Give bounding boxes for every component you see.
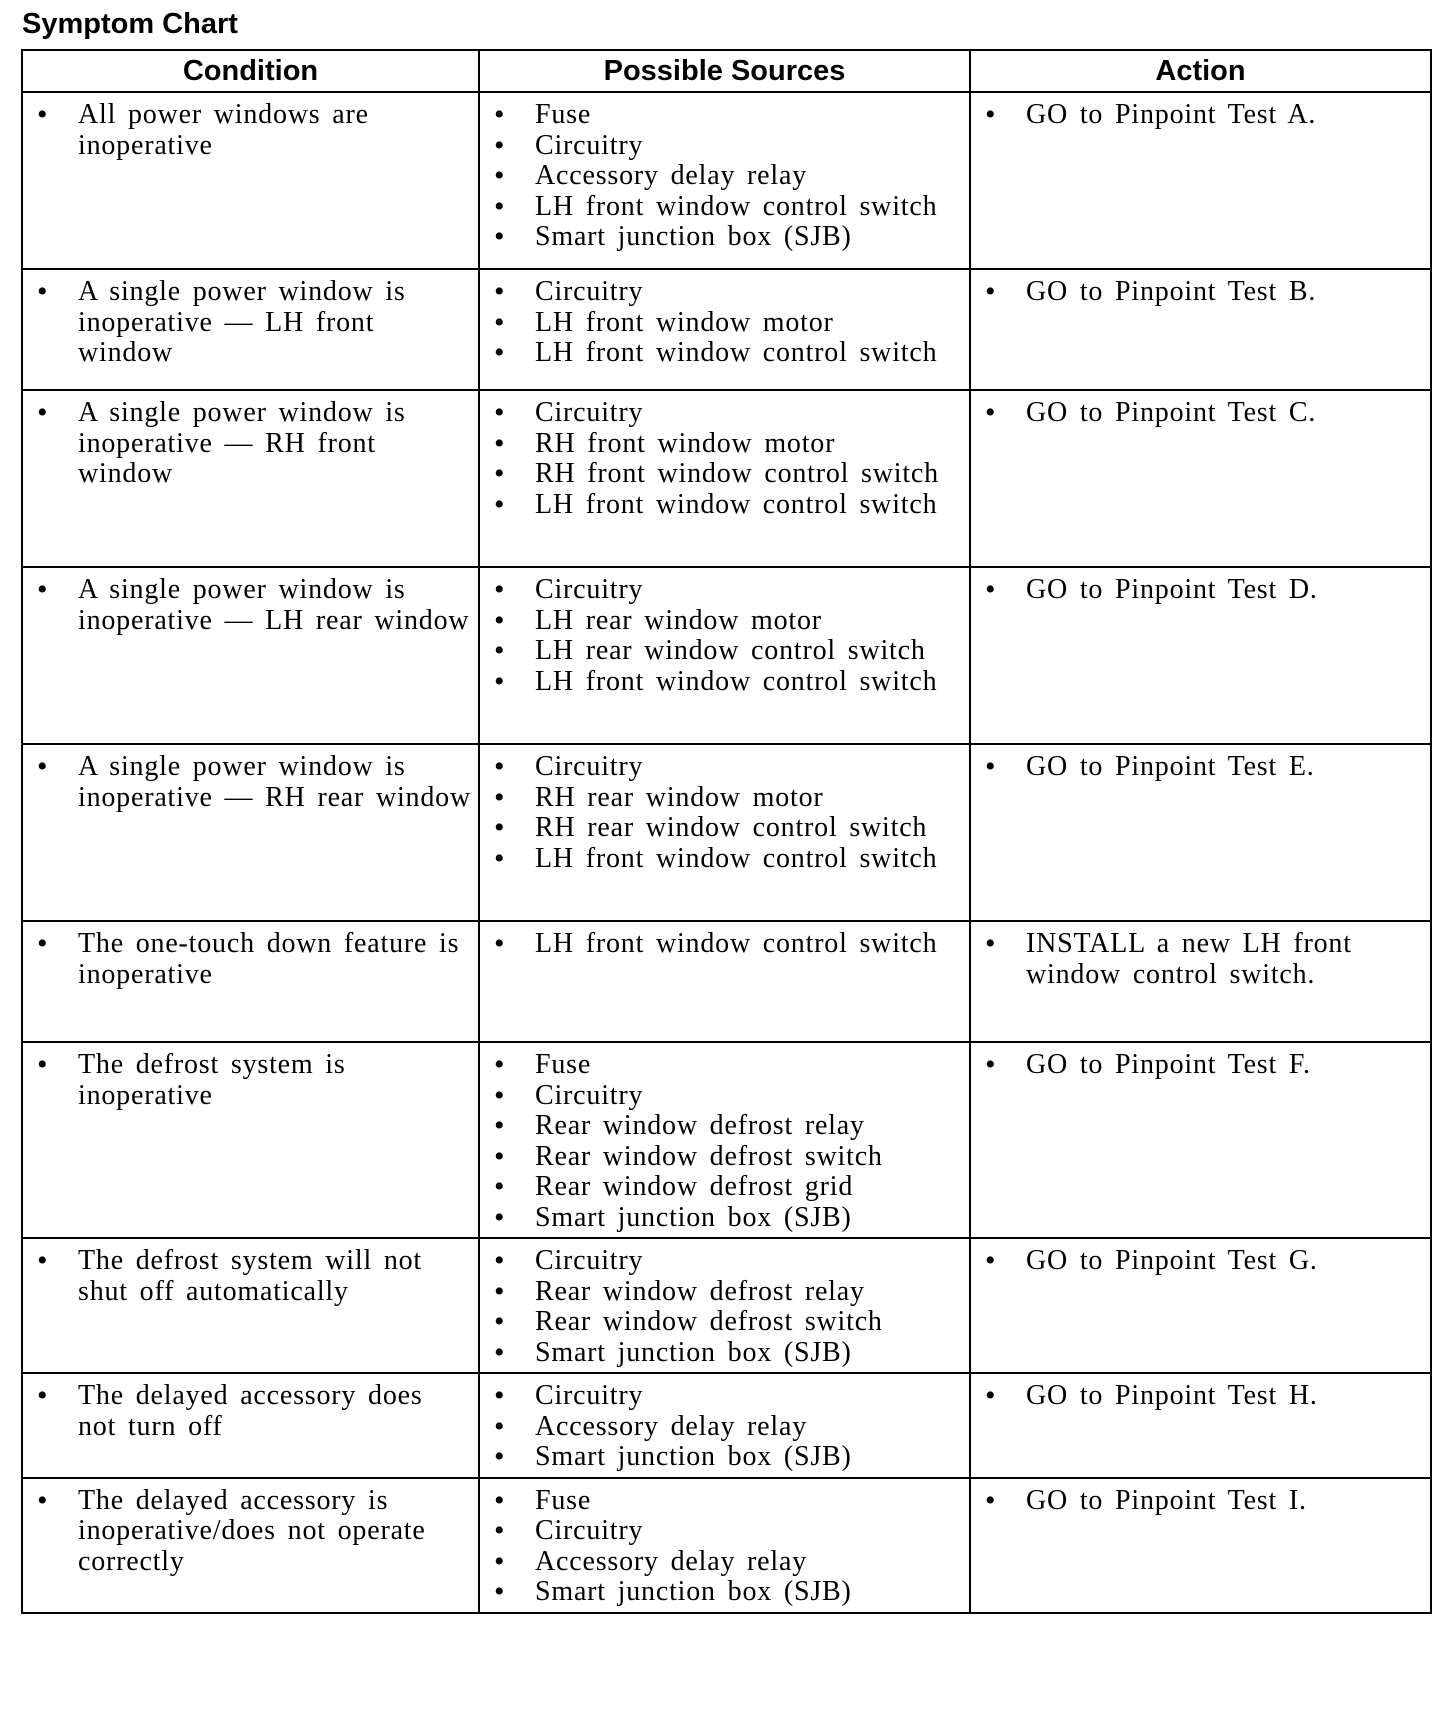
source-item: • RH rear window motor [480, 783, 963, 814]
table-row [22, 92, 1431, 269]
action-text: • GO to Pinpoint Test I. [971, 1486, 1424, 1517]
condition-text: • A single power window is inoperative — RH rear window [23, 752, 472, 813]
condition-text: • A single power window is inoperative — LH rear window [23, 575, 472, 636]
condition-cell [22, 567, 479, 744]
source-item: • Smart junction box (SJB) [480, 1338, 963, 1369]
action-text: • INSTALL a new LH front window control switch. [971, 929, 1424, 990]
sources-cell [479, 1042, 970, 1238]
source-item: • Circuitry [480, 1081, 963, 1112]
sources-cell [479, 92, 970, 269]
action-text: • GO to Pinpoint Test F. [971, 1050, 1424, 1081]
source-item: • Circuitry [480, 277, 963, 308]
action-text: • GO to Pinpoint Test E. [971, 752, 1424, 783]
source-item: • LH front window control switch [480, 338, 963, 369]
source-item: • Rear window defrost switch [480, 1307, 963, 1338]
table-row [22, 1373, 1431, 1478]
source-item: • Circuitry [480, 752, 963, 783]
source-item: • Rear window defrost relay [480, 1111, 963, 1142]
sources-cell [479, 1238, 970, 1373]
sources-cell [479, 744, 970, 921]
source-item: • LH front window control switch [480, 929, 963, 960]
table-body [22, 92, 1431, 1613]
source-item: • LH rear window motor [480, 606, 963, 637]
condition-text: • A single power window is inoperative — RH front window [23, 398, 472, 490]
source-item: • Smart junction box (SJB) [480, 222, 963, 253]
action-cell [970, 1042, 1431, 1238]
action-cell [970, 567, 1431, 744]
header-condition: Condition [22, 50, 479, 92]
sources-cell [479, 921, 970, 1042]
sources-cell [479, 1373, 970, 1478]
sources-cell [479, 390, 970, 567]
action-cell [970, 1478, 1431, 1613]
condition-cell [22, 1478, 479, 1613]
source-item: • Circuitry [480, 1516, 963, 1547]
table-row [22, 390, 1431, 567]
condition-cell [22, 744, 479, 921]
source-item: • RH rear window control switch [480, 813, 963, 844]
condition-text: • The delayed accessory is inoperative/does not operate correctly [23, 1486, 472, 1578]
source-item: • Fuse [480, 100, 963, 131]
sources-cell [479, 1478, 970, 1613]
condition-cell [22, 269, 479, 390]
action-text: • GO to Pinpoint Test D. [971, 575, 1424, 606]
table-row [22, 1238, 1431, 1373]
action-cell [970, 92, 1431, 269]
source-item: • Rear window defrost grid [480, 1172, 963, 1203]
source-item: • Rear window defrost switch [480, 1142, 963, 1173]
sources-cell [479, 269, 970, 390]
condition-cell [22, 1042, 479, 1238]
table-row [22, 269, 1431, 390]
source-item: • Smart junction box (SJB) [480, 1203, 963, 1234]
table-row [22, 1478, 1431, 1613]
action-text: • GO to Pinpoint Test H. [971, 1381, 1424, 1412]
header-possible-sources: Possible Sources [479, 50, 970, 92]
action-text: • GO to Pinpoint Test A. [971, 100, 1424, 131]
page-title: Symptom Chart [22, 8, 238, 40]
source-item: • Fuse [480, 1050, 963, 1081]
table-row [22, 921, 1431, 1042]
source-item: • LH front window control switch [480, 192, 963, 223]
source-item: • Circuitry [480, 131, 963, 162]
source-item: • LH front window control switch [480, 844, 963, 875]
source-item: • Smart junction box (SJB) [480, 1577, 963, 1608]
source-item: • Circuitry [480, 575, 963, 606]
action-text: • GO to Pinpoint Test B. [971, 277, 1424, 308]
condition-text: • The one-touch down feature is inoperative [23, 929, 472, 990]
action-text: • GO to Pinpoint Test C. [971, 398, 1424, 429]
condition-text: • All power windows are inoperative [23, 100, 472, 161]
action-cell [970, 269, 1431, 390]
header-action: Action [970, 50, 1431, 92]
source-item: • Fuse [480, 1486, 963, 1517]
source-item: • Accessory delay relay [480, 161, 963, 192]
condition-cell [22, 92, 479, 269]
source-item: • Accessory delay relay [480, 1412, 963, 1443]
action-cell [970, 744, 1431, 921]
source-item: • LH front window control switch [480, 667, 963, 698]
source-item: • RH front window control switch [480, 459, 963, 490]
condition-cell [22, 390, 479, 567]
table-row [22, 744, 1431, 921]
source-item: • LH rear window control switch [480, 636, 963, 667]
condition-text: • The defrost system is inoperative [23, 1050, 472, 1111]
source-item: • Accessory delay relay [480, 1547, 963, 1578]
action-cell [970, 921, 1431, 1042]
source-item: • LH front window control switch [480, 490, 963, 521]
source-item: • Smart junction box (SJB) [480, 1442, 963, 1473]
table-row [22, 567, 1431, 744]
table-row [22, 1042, 1431, 1238]
action-cell [970, 390, 1431, 567]
condition-cell [22, 1373, 479, 1478]
condition-cell [22, 921, 479, 1042]
action-cell [970, 1238, 1431, 1373]
source-item: • RH front window motor [480, 429, 963, 460]
condition-text: • A single power window is inoperative — LH front window [23, 277, 472, 369]
action-cell [970, 1373, 1431, 1478]
action-text: • GO to Pinpoint Test G. [971, 1246, 1424, 1277]
source-item: • Circuitry [480, 398, 963, 429]
sources-cell [479, 567, 970, 744]
header-row [22, 50, 1431, 92]
symptom-chart-table [21, 49, 1432, 1614]
source-item: • Circuitry [480, 1381, 963, 1412]
source-item: • Rear window defrost relay [480, 1277, 963, 1308]
condition-text: • The defrost system will not shut off automatically [23, 1246, 472, 1307]
condition-text: • The delayed accessory does not turn off [23, 1381, 472, 1442]
condition-cell [22, 1238, 479, 1373]
source-item: • Circuitry [480, 1246, 963, 1277]
source-item: • LH front window motor [480, 308, 963, 339]
